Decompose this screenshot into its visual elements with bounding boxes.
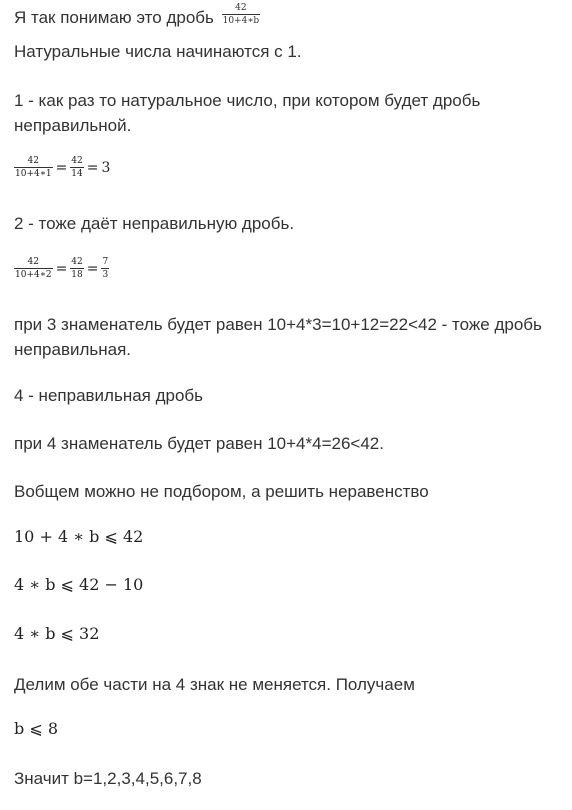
eq1-f2-denominator: 14 (71, 169, 83, 179)
eq2-fraction-2 (70, 257, 83, 280)
natural-numbers-line: Натуральные числа начинаются с 1. (14, 42, 302, 61)
intro-line (14, 3, 260, 30)
eq1-result: 3 (101, 159, 111, 176)
eq2-f1-denominator: 10+4∗2 (15, 270, 52, 280)
case-three-line-b: неправильная. (14, 340, 132, 359)
eq2-f3-numerator: 7 (102, 257, 109, 267)
intro-text: Я так понимаю это дробь (14, 8, 219, 27)
case-one-line-a: 1 - как раз то натуральное число, при котором будет дробь (14, 91, 481, 110)
intro-fraction-denominator: 10+4∗b (222, 16, 260, 27)
eq1-fraction-1 (14, 156, 53, 179)
eq1-equals-1: = (55, 159, 68, 176)
eq1-fraction-2 (70, 156, 83, 179)
case-three-line-a: при 3 знаменатель будет равен 10+4*3=10+12=22<42 - тоже дробь (14, 315, 542, 334)
case-two-line: 2 - тоже даёт неправильную дробь. (14, 214, 295, 233)
eq1-f1-denominator: 10+4∗1 (15, 169, 52, 179)
inequality-2: 4 ∗ b ⩽ 42 − 10 (14, 575, 144, 594)
eq2-f3-denominator: 3 (102, 270, 109, 280)
eq2-equals-2: = (86, 260, 99, 277)
intro-fraction (222, 3, 261, 26)
eq2-f1-numerator: 42 (14, 257, 53, 269)
inequality-4: b ⩽ 8 (14, 719, 58, 738)
inequality-intro-line: Вобщем можно не подбором, а решить неравенство (14, 482, 429, 501)
eq2-fraction-1 (14, 257, 53, 280)
eq2-fraction-3 (101, 257, 109, 280)
intro-fraction-numerator: 42 (222, 3, 261, 15)
eq1-f2-numerator: 42 (71, 156, 83, 166)
case-four-denominator-line: при 4 знаменатель будет равен 10+4*4=26<42. (14, 434, 384, 453)
inequality-1: 10 + 4 ∗ b ⩽ 42 (14, 527, 144, 546)
eq2-equals-1: = (55, 260, 68, 277)
equation-case-two (14, 257, 109, 280)
case-one-line-b: неправильной. (14, 116, 132, 135)
eq2-f2-denominator: 18 (71, 270, 83, 280)
divide-line: Делим обе части на 4 знак не меняется. Получаем (14, 675, 415, 694)
case-four-line: 4 - неправильная дробь (14, 386, 204, 405)
eq1-equals-2: = (86, 159, 99, 176)
conclusion-line: Значит b=1,2,3,4,5,6,7,8 (14, 769, 202, 788)
eq2-f2-numerator: 42 (71, 257, 83, 267)
equation-case-one (14, 156, 113, 179)
inequality-3: 4 ∗ b ⩽ 32 (14, 624, 100, 643)
eq1-f1-numerator: 42 (14, 156, 53, 168)
